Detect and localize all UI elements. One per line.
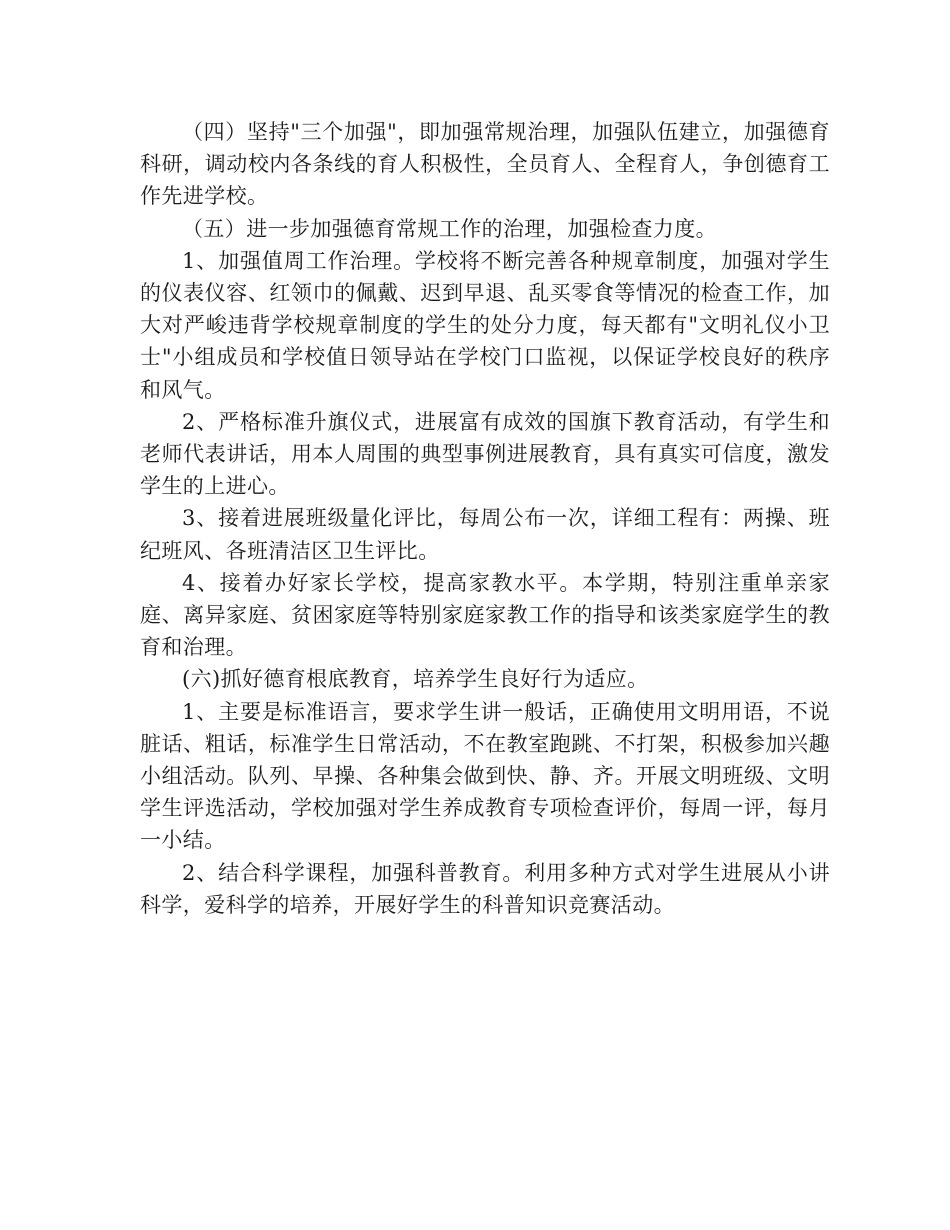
paragraph-item-flag-ceremony: 2、严格标准升旗仪式，进展富有成效的国旗下教育活动，有学生和老师代表讲话，用本人周围的典型事例进展教育，具有真实可信度，激发学生的上进心。: [140, 409, 830, 499]
document-body: [140, 116, 830, 921]
paragraph-item-weekly-duty: 1、加强值周工作治理。学校将不断完善各种规章制度，加强对学生的仪表仪容、红领巾的佩戴、迟到早退、乱买零食等情况的检查工作，加大对严峻违背学校规章制度的学生的处分力度，每天都有"文明礼仪小卫士"小组成员和学校值日领导站在学校门口监视，以保证学校良好的秩序和风气。: [140, 248, 830, 402]
paragraph-section-4: （四）坚持"三个加强"，即加强常规治理，加强队伍建立，加强德育科研，调动校内各条线的育人积极性，全员育人、全程育人，争创德育工作先进学校。: [140, 120, 830, 209]
paragraph-item-class-evaluation: 3、接着进展班级量化评比，每周公布一次，详细工程有：两操、班纪班风、各班清洁区卫生评比。: [140, 506, 830, 563]
paragraph-item-standard-language: 1、主要是标准语言，要求学生讲一般话，正确使用文明用语，不说脏话、粗话，标准学生日常活动，不在教室跑跳、不打架，积极参加兴趣小组活动。队列、早操、各种集会做到快、静、齐。开展文明班级、文明学生评选活动，学校加强对学生养成教育专项检查评价，每周一评，每月一小结。: [140, 699, 830, 853]
paragraph-section-6: (六)抓好德育根底教育，培养学生良好行为适应。: [182, 667, 649, 692]
paragraph-item-science-education: 2、结合科学课程，加强科普教育。利用多种方式对学生进展从小讲科学，爱科学的培养，开展好学生的科普知识竞赛活动。: [140, 860, 830, 917]
paragraph-item-parent-school: 4、接着办好家长学校，提高家教水平。本学期，特别注重单亲家庭、离异家庭、贫困家庭等特别家庭家教工作的指导和该类家庭学生的教育和治理。: [140, 570, 830, 660]
paragraph-section-5: （五）进一步加强德育常规工作的治理，加强检查力度。: [182, 216, 717, 241]
